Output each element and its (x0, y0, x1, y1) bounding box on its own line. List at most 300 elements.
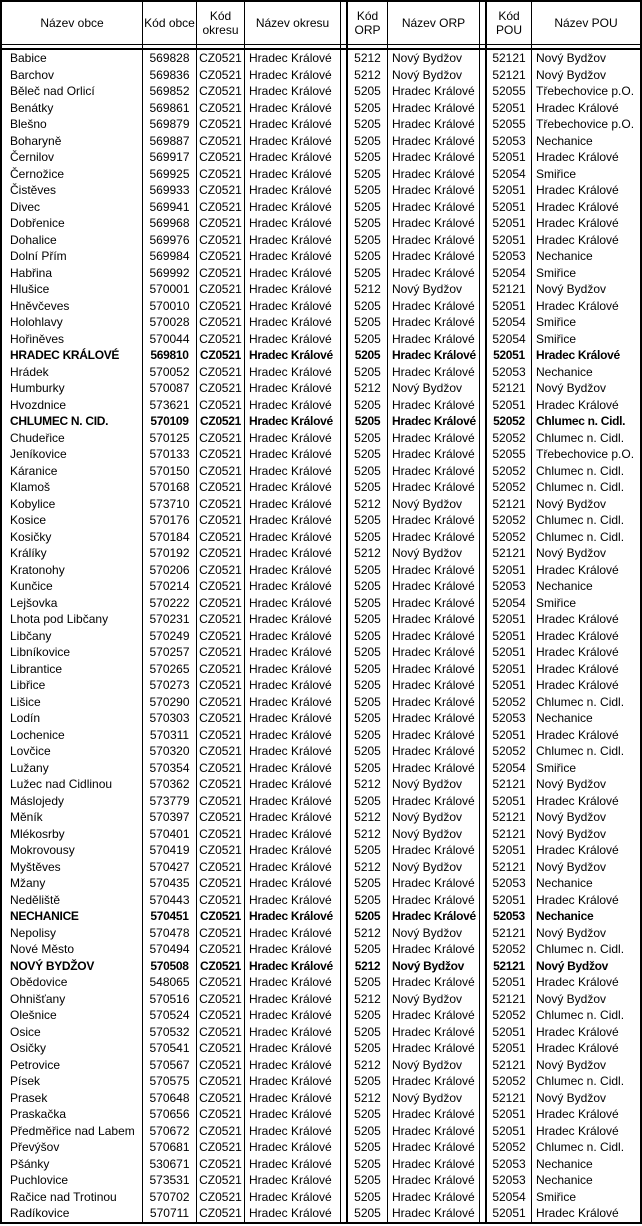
cell-nazev-okresu: Hradec Králové (245, 743, 341, 760)
cell-nazev-orp: Hradec Králové (388, 529, 480, 546)
table-row (2, 314, 640, 331)
section-divider (341, 644, 348, 661)
cell-nazev-pou: Hradec Králové (536, 612, 619, 627)
section-divider (341, 397, 348, 414)
cell-nazev-obce: Předměřice nad Labem (2, 1123, 143, 1140)
cell-nazev-obce: Nové Město (2, 941, 143, 958)
section-divider (341, 826, 348, 843)
section-divider (480, 826, 487, 843)
section-divider (480, 100, 487, 117)
section-divider (480, 1156, 487, 1173)
cell-nazev-okresu: Hradec Králové (245, 232, 341, 249)
table-row (2, 133, 640, 150)
cell-nazev-pou: Hradec Králové (536, 1024, 619, 1039)
cell-nazev-orp: Hradec Králové (388, 1189, 480, 1206)
cell-kod-pou: 52052 (487, 1139, 532, 1156)
cell-kod-pou: 52055 (487, 116, 532, 133)
cell-nazev-obce: Libřice (2, 677, 143, 694)
cell-nazev-obce: NOVÝ BYDŽOV (2, 958, 143, 975)
table-row (2, 562, 640, 579)
cell-kod-pou: 52051 (487, 644, 532, 661)
table-row (2, 941, 640, 958)
table-row (2, 496, 640, 513)
table-row (2, 413, 640, 430)
cell-kod-okresu: CZ0521 (197, 116, 245, 133)
section-divider (341, 578, 348, 595)
cell-nazev-pou: Hradec Králové (536, 1107, 619, 1122)
section-divider (341, 364, 348, 381)
cell-nazev-obce: Lišice (2, 694, 143, 711)
cell-kod-obce: 570567 (143, 1057, 197, 1074)
cell-kod-okresu: CZ0521 (197, 446, 245, 463)
section-divider (341, 248, 348, 265)
section-divider (341, 908, 348, 925)
cell-nazev-okresu: Hradec Králové (245, 842, 341, 859)
table-row (2, 908, 640, 925)
cell-nazev-pou: Chlumec n. Cidl. (536, 694, 625, 709)
section-divider (341, 182, 348, 199)
cell-kod-orp: 5205 (348, 182, 388, 199)
section-divider (341, 496, 348, 513)
cell-kod-pou: 52051 (487, 661, 532, 678)
section-divider (341, 463, 348, 480)
cell-nazev-pou: Smiřice (536, 595, 577, 610)
cell-nazev-pou: Nechanice (536, 249, 593, 264)
cell-kod-pou: 52054 (487, 166, 532, 183)
table-row (2, 479, 640, 496)
cell-kod-orp: 5205 (348, 1073, 388, 1090)
table-row (2, 859, 640, 876)
cell-nazev-orp: Nový Bydžov (388, 1057, 480, 1074)
column-header-nazev-pou: Název POU (532, 2, 640, 45)
cell-nazev-orp: Hradec Králové (388, 100, 480, 117)
cell-nazev-orp: Hradec Králové (388, 1139, 480, 1156)
cell-nazev-orp: Nový Bydžov (388, 991, 480, 1008)
table-row (2, 430, 640, 447)
column-header-kod-orp: Kód ORP (348, 2, 388, 45)
cell-kod-orp: 5205 (348, 1172, 388, 1189)
cell-kod-orp: 5205 (348, 842, 388, 859)
cell-nazev-orp: Nový Bydžov (388, 50, 480, 67)
cell-nazev-pou: Hradec Králové (536, 678, 619, 693)
cell-nazev-pou: Chlumec n. Cidl. (536, 744, 625, 759)
section-divider (480, 281, 487, 298)
cell-kod-pou: 52054 (487, 760, 532, 777)
cell-nazev-orp: Hradec Králové (388, 364, 480, 381)
cell-kod-pou: 52054 (487, 265, 532, 282)
cell-kod-obce: 570354 (143, 760, 197, 777)
cell-nazev-pou: Nový Bydžov (536, 496, 607, 511)
cell-kod-okresu: CZ0521 (197, 314, 245, 331)
cell-nazev-obce: Písek (2, 1073, 143, 1090)
cell-kod-obce: 569810 (143, 347, 197, 364)
cell-kod-orp: 5205 (348, 677, 388, 694)
section-divider (480, 83, 487, 100)
cell-kod-okresu: CZ0521 (197, 958, 245, 975)
cell-kod-okresu: CZ0521 (197, 677, 245, 694)
cell-kod-orp: 5205 (348, 512, 388, 529)
section-divider (480, 166, 487, 183)
cell-nazev-pou: Hradec Králové (536, 1123, 619, 1138)
table-row (2, 331, 640, 348)
cell-kod-okresu: CZ0521 (197, 908, 245, 925)
cell-kod-orp: 5205 (348, 298, 388, 315)
cell-nazev-obce: Lužec nad Cidlinou (2, 776, 143, 793)
section-divider (341, 215, 348, 232)
cell-nazev-okresu: Hradec Králové (245, 314, 341, 331)
cell-nazev-orp: Nový Bydžov (388, 545, 480, 562)
cell-kod-obce: 570192 (143, 545, 197, 562)
cell-kod-pou: 52052 (487, 413, 532, 430)
table-row (2, 727, 640, 744)
cell-kod-orp: 5205 (348, 149, 388, 166)
section-divider (341, 83, 348, 100)
section-divider (341, 446, 348, 463)
section-divider (341, 1156, 348, 1173)
cell-kod-pou: 52051 (487, 232, 532, 249)
cell-kod-okresu: CZ0521 (197, 760, 245, 777)
cell-nazev-okresu: Hradec Králové (245, 199, 341, 216)
cell-nazev-okresu: Hradec Králové (245, 1024, 341, 1041)
table-row (2, 842, 640, 859)
section-divider (480, 512, 487, 529)
cell-kod-orp: 5205 (348, 1007, 388, 1024)
section-divider (480, 463, 487, 480)
cell-kod-pou: 52053 (487, 1156, 532, 1173)
cell-kod-okresu: CZ0521 (197, 67, 245, 84)
cell-nazev-orp: Hradec Králové (388, 133, 480, 150)
cell-nazev-orp: Hradec Králové (388, 149, 480, 166)
section-divider (341, 991, 348, 1008)
cell-nazev-pou: Hradec Králové (536, 298, 619, 313)
cell-nazev-orp: Hradec Králové (388, 908, 480, 925)
cell-kod-obce: 569976 (143, 232, 197, 249)
cell-nazev-pou: Hradec Králové (536, 727, 619, 742)
cell-nazev-obce: Petrovice (2, 1057, 143, 1074)
section-divider (341, 545, 348, 562)
cell-nazev-obce: Prasek (2, 1090, 143, 1107)
cell-kod-orp: 5205 (348, 430, 388, 447)
cell-nazev-pou: Nechanice (536, 133, 593, 148)
cell-kod-orp: 5205 (348, 364, 388, 381)
cell-kod-okresu: CZ0521 (197, 694, 245, 711)
section-divider (341, 314, 348, 331)
cell-kod-okresu: CZ0521 (197, 809, 245, 826)
cell-nazev-pou: Nový Bydžov (536, 546, 607, 561)
section-divider (341, 743, 348, 760)
cell-nazev-obce: Chudeřice (2, 430, 143, 447)
cell-kod-pou: 52051 (487, 149, 532, 166)
section-divider (480, 265, 487, 282)
cell-nazev-orp: Hradec Králové (388, 611, 480, 628)
section-divider (341, 281, 348, 298)
cell-kod-obce: 573531 (143, 1172, 197, 1189)
cell-nazev-obce: Běleč nad Orlicí (2, 83, 143, 100)
cell-nazev-orp: Hradec Králové (388, 430, 480, 447)
cell-kod-pou: 52121 (487, 67, 532, 84)
section-divider (341, 413, 348, 430)
cell-kod-okresu: CZ0521 (197, 578, 245, 595)
section-divider (341, 199, 348, 216)
cell-kod-pou: 52054 (487, 595, 532, 612)
cell-kod-obce: 570311 (143, 727, 197, 744)
cell-nazev-orp: Hradec Králové (388, 595, 480, 612)
cell-nazev-obce: Babice (2, 50, 143, 67)
table-row (2, 1090, 640, 1107)
cell-kod-obce: 570257 (143, 644, 197, 661)
cell-kod-orp: 5205 (348, 760, 388, 777)
cell-nazev-orp: Hradec Králové (388, 166, 480, 183)
cell-nazev-obce: Lhota pod Libčany (2, 611, 143, 628)
table-row (2, 1024, 640, 1041)
cell-kod-okresu: CZ0521 (197, 1073, 245, 1090)
cell-kod-obce: 570681 (143, 1139, 197, 1156)
cell-nazev-pou: Chlumec n. Cidl. (536, 1008, 625, 1023)
cell-kod-pou: 52052 (487, 743, 532, 760)
table-row (2, 991, 640, 1008)
cell-kod-orp: 5212 (348, 67, 388, 84)
table-row (2, 380, 640, 397)
cell-nazev-orp: Hradec Králové (388, 248, 480, 265)
cell-nazev-orp: Nový Bydžov (388, 1090, 480, 1107)
cell-kod-okresu: CZ0521 (197, 1205, 245, 1222)
section-divider (480, 529, 487, 546)
cell-nazev-orp: Nový Bydžov (388, 67, 480, 84)
cell-nazev-orp: Hradec Králové (388, 760, 480, 777)
table-row (2, 809, 640, 826)
cell-nazev-orp: Hradec Králové (388, 446, 480, 463)
cell-kod-orp: 5205 (348, 331, 388, 348)
cell-nazev-okresu: Hradec Králové (245, 215, 341, 232)
cell-kod-obce: 570044 (143, 331, 197, 348)
cell-kod-pou: 52051 (487, 727, 532, 744)
cell-nazev-obce: Hvozdnice (2, 397, 143, 414)
cell-kod-okresu: CZ0521 (197, 545, 245, 562)
table-body (2, 50, 640, 1222)
cell-nazev-orp: Nový Bydžov (388, 496, 480, 513)
cell-nazev-obce: Kosice (2, 512, 143, 529)
cell-kod-obce: 570656 (143, 1106, 197, 1123)
section-divider (341, 776, 348, 793)
section-divider (341, 166, 348, 183)
table-row (2, 116, 640, 133)
cell-nazev-orp: Nový Bydžov (388, 776, 480, 793)
cell-kod-pou: 52053 (487, 1172, 532, 1189)
cell-nazev-okresu: Hradec Králové (245, 446, 341, 463)
cell-kod-orp: 5205 (348, 397, 388, 414)
cell-kod-orp: 5205 (348, 314, 388, 331)
table-row (2, 50, 640, 67)
cell-kod-pou: 52051 (487, 1205, 532, 1222)
cell-nazev-okresu: Hradec Králové (245, 166, 341, 183)
cell-kod-orp: 5205 (348, 347, 388, 364)
cell-kod-obce: 570575 (143, 1073, 197, 1090)
section-divider (480, 1172, 487, 1189)
table-row (2, 578, 640, 595)
table-row (2, 1073, 640, 1090)
section-divider (341, 2, 348, 45)
cell-nazev-orp: Nový Bydžov (388, 380, 480, 397)
cell-nazev-pou: Nový Bydžov (536, 1057, 607, 1072)
cell-kod-okresu: CZ0521 (197, 776, 245, 793)
cell-nazev-pou: Chlumec n. Cidl. (536, 414, 626, 429)
cell-kod-pou: 52053 (487, 875, 532, 892)
cell-nazev-pou: Chlumec n. Cidl. (536, 480, 625, 495)
cell-nazev-obce: Divec (2, 199, 143, 216)
cell-nazev-pou: Smiřice (536, 315, 577, 330)
cell-nazev-pou: Smiřice (536, 760, 577, 775)
cell-nazev-okresu: Hradec Králové (245, 50, 341, 67)
cell-nazev-pou: Nechanice (536, 1173, 593, 1188)
cell-kod-orp: 5205 (348, 83, 388, 100)
section-divider (341, 677, 348, 694)
cell-kod-obce: 570290 (143, 694, 197, 711)
cell-kod-obce: 570397 (143, 809, 197, 826)
cell-nazev-orp: Hradec Králové (388, 397, 480, 414)
cell-nazev-orp: Nový Bydžov (388, 281, 480, 298)
cell-nazev-pou: Hradec Králové (536, 100, 619, 115)
cell-nazev-okresu: Hradec Králové (245, 364, 341, 381)
table-row (2, 925, 640, 942)
cell-nazev-pou: Chlumec n. Cidl. (536, 942, 625, 957)
section-divider (341, 100, 348, 117)
cell-nazev-okresu: Hradec Králové (245, 661, 341, 678)
cell-nazev-okresu: Hradec Králové (245, 578, 341, 595)
cell-nazev-obce: Lodín (2, 710, 143, 727)
table-row (2, 182, 640, 199)
table-row (2, 446, 640, 463)
table-row (2, 248, 640, 265)
cell-kod-orp: 5205 (348, 644, 388, 661)
table-row (2, 149, 640, 166)
cell-kod-okresu: CZ0521 (197, 1106, 245, 1123)
table-row (2, 958, 640, 975)
cell-kod-obce: 530671 (143, 1156, 197, 1173)
cell-kod-okresu: CZ0521 (197, 941, 245, 958)
cell-kod-okresu: CZ0521 (197, 83, 245, 100)
section-divider (341, 793, 348, 810)
cell-kod-obce: 570648 (143, 1090, 197, 1107)
section-divider (480, 859, 487, 876)
cell-kod-orp: 5205 (348, 694, 388, 711)
cell-kod-orp: 5212 (348, 859, 388, 876)
cell-nazev-pou: Smiřice (536, 1189, 577, 1204)
cell-nazev-obce: Račice nad Trotinou (2, 1189, 143, 1206)
cell-nazev-okresu: Hradec Králové (245, 611, 341, 628)
table-row (2, 347, 640, 364)
cell-kod-okresu: CZ0521 (197, 859, 245, 876)
table-row (2, 760, 640, 777)
section-divider (480, 1057, 487, 1074)
section-divider (341, 1189, 348, 1206)
table-row (2, 611, 640, 628)
section-divider (480, 248, 487, 265)
cell-nazev-orp: Hradec Králové (388, 479, 480, 496)
section-divider (480, 1007, 487, 1024)
section-divider (341, 859, 348, 876)
cell-nazev-okresu: Hradec Králové (245, 628, 341, 645)
section-divider (480, 331, 487, 348)
cell-kod-obce: 569917 (143, 149, 197, 166)
cell-nazev-orp: Hradec Králové (388, 727, 480, 744)
cell-kod-pou: 52051 (487, 892, 532, 909)
cell-kod-obce: 569836 (143, 67, 197, 84)
cell-nazev-orp: Hradec Králové (388, 1073, 480, 1090)
cell-kod-okresu: CZ0521 (197, 661, 245, 678)
table-row (2, 661, 640, 678)
cell-nazev-orp: Hradec Králové (388, 116, 480, 133)
cell-nazev-obce: Ohnišťany (2, 991, 143, 1008)
cell-kod-pou: 52053 (487, 364, 532, 381)
cell-nazev-pou: Hradec Králové (536, 150, 619, 165)
cell-nazev-okresu: Hradec Králové (245, 809, 341, 826)
cell-nazev-okresu: Hradec Králové (245, 347, 341, 364)
cell-kod-orp: 5205 (348, 611, 388, 628)
cell-kod-pou: 52051 (487, 628, 532, 645)
cell-nazev-obce: Boharyně (2, 133, 143, 150)
section-divider (480, 215, 487, 232)
section-divider (341, 628, 348, 645)
cell-nazev-okresu: Hradec Králové (245, 248, 341, 265)
cell-nazev-obce: Kobylice (2, 496, 143, 513)
cell-kod-pou: 52121 (487, 281, 532, 298)
section-divider (480, 760, 487, 777)
cell-nazev-obce: Radíkovice (2, 1205, 143, 1222)
cell-nazev-pou: Nový Bydžov (536, 777, 607, 792)
cell-nazev-obce: Praskačka (2, 1106, 143, 1123)
cell-nazev-obce: Mžany (2, 875, 143, 892)
cell-kod-obce: 570109 (143, 413, 197, 430)
cell-kod-orp: 5205 (348, 199, 388, 216)
cell-kod-okresu: CZ0521 (197, 1123, 245, 1140)
cell-nazev-obce: Obědovice (2, 974, 143, 991)
cell-kod-obce: 570125 (143, 430, 197, 447)
cell-kod-okresu: CZ0521 (197, 298, 245, 315)
cell-kod-pou: 52121 (487, 776, 532, 793)
cell-nazev-okresu: Hradec Králové (245, 908, 341, 925)
cell-kod-orp: 5205 (348, 941, 388, 958)
cell-kod-pou: 52051 (487, 215, 532, 232)
section-divider (480, 397, 487, 414)
cell-kod-orp: 5205 (348, 875, 388, 892)
cell-nazev-pou: Hradec Králové (536, 892, 619, 907)
cell-kod-okresu: CZ0521 (197, 281, 245, 298)
cell-kod-pou: 52053 (487, 133, 532, 150)
cell-nazev-pou: Chlumec n. Cidl. (536, 1140, 625, 1155)
cell-kod-okresu: CZ0521 (197, 562, 245, 579)
cell-kod-obce: 570010 (143, 298, 197, 315)
table-row (2, 199, 640, 216)
cell-kod-okresu: CZ0521 (197, 1090, 245, 1107)
cell-kod-okresu: CZ0521 (197, 364, 245, 381)
cell-kod-orp: 5212 (348, 545, 388, 562)
cell-nazev-okresu: Hradec Králové (245, 1123, 341, 1140)
cell-kod-orp: 5205 (348, 710, 388, 727)
cell-kod-obce: 569933 (143, 182, 197, 199)
cell-kod-pou: 52051 (487, 562, 532, 579)
cell-nazev-pou: Hradec Králové (536, 1206, 619, 1221)
cell-kod-okresu: CZ0521 (197, 925, 245, 942)
cell-nazev-obce: Hlušice (2, 281, 143, 298)
cell-kod-orp: 5205 (348, 1024, 388, 1041)
section-divider (341, 760, 348, 777)
cell-kod-orp: 5212 (348, 496, 388, 513)
section-divider (480, 793, 487, 810)
cell-nazev-obce: Dohalice (2, 232, 143, 249)
cell-kod-okresu: CZ0521 (197, 793, 245, 810)
cell-nazev-orp: Hradec Králové (388, 1156, 480, 1173)
section-divider (341, 1024, 348, 1041)
